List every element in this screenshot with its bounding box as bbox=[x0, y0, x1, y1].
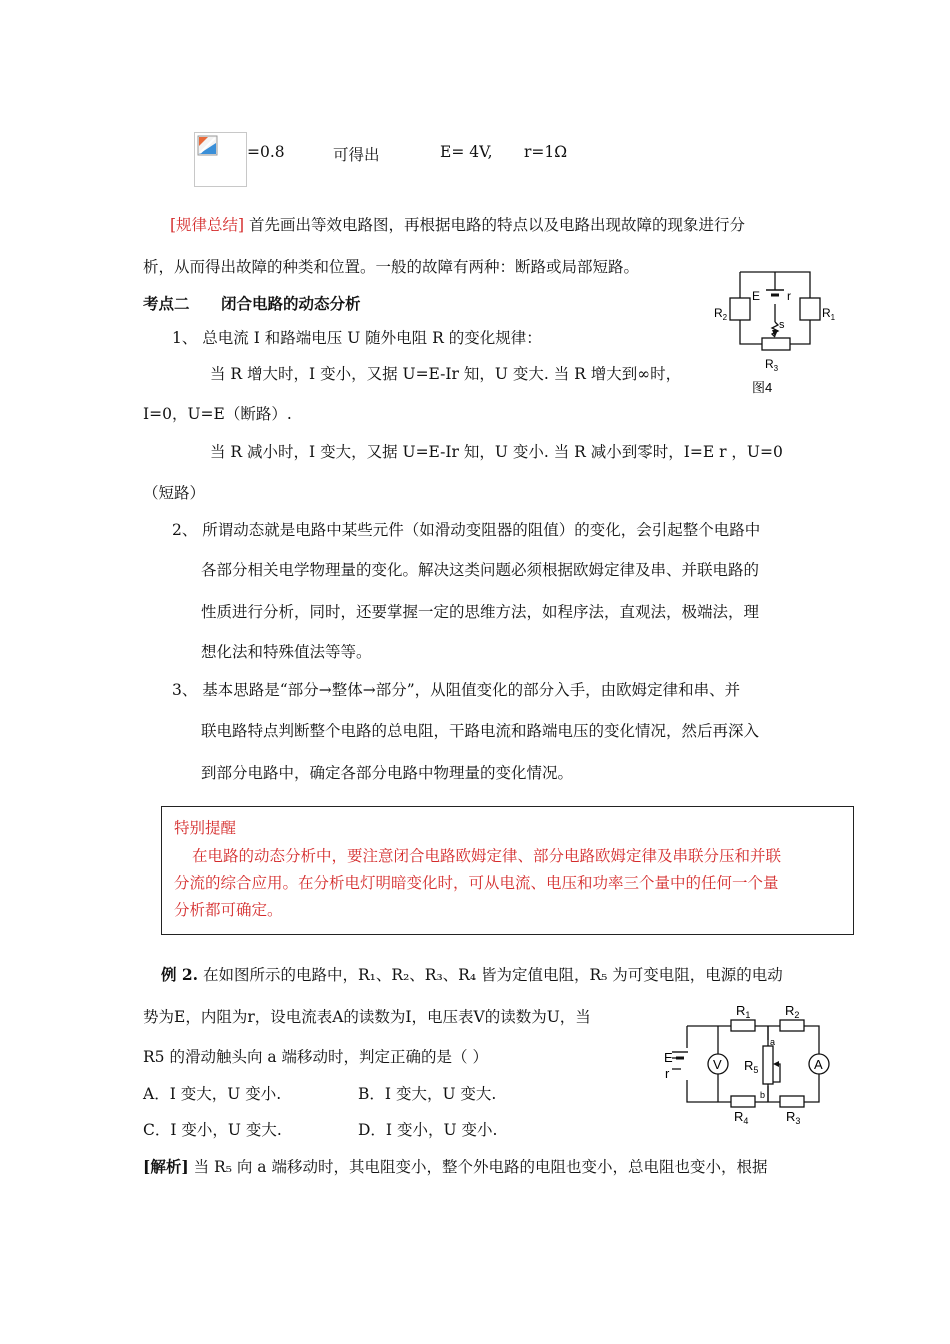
fig4-caption: 图4 bbox=[752, 380, 773, 395]
resistor-r2 bbox=[730, 298, 750, 320]
derive-text: 可得出 bbox=[333, 146, 380, 164]
item2-line: 2、 所谓动态就是电路中某些元件（如滑动变阻器的阻值）的变化，会引起整个电路中 bbox=[172, 521, 761, 539]
item2-line: 性质进行分析，同时，还要掌握一定的思维方法，如程序法，直观法，极端法，理 bbox=[201, 603, 760, 621]
broken-image-icon bbox=[197, 135, 219, 157]
item1-decrease-line1: 当 R 减小时，I 变大，又据 U=E-Ir 知，U 变小. 当 R 减小到零时，I=E r ，U=0 bbox=[210, 443, 783, 461]
example-2-line3: R5 的滑动触头向 a 端移动时，判定正确的是（ ） bbox=[143, 1048, 488, 1066]
fig4-r3-label: $R_3$ bbox=[765, 357, 779, 373]
reminder-line: 分析都可确定。 bbox=[174, 901, 283, 919]
fig5-b-label: b bbox=[760, 1090, 766, 1100]
option-d: D．I 变小，U 变小. bbox=[358, 1121, 498, 1139]
resistor-r1 bbox=[800, 298, 820, 320]
fig5-r3-label: $R_3$ bbox=[786, 1109, 801, 1126]
fig5-r1-label: $R_1$ bbox=[736, 1003, 751, 1020]
summary-paragraph bbox=[170, 213, 745, 235]
fig4-s-label: s bbox=[779, 319, 785, 331]
item3-line: 到部分电路中，确定各部分电路中物理量的变化情况。 bbox=[201, 764, 574, 782]
example-2-line2: 势为E，内阻为r，设电流表A的读数为I，电压表V的读数为U，当 bbox=[143, 1008, 591, 1026]
section-title: 闭合电路的动态分析 bbox=[221, 294, 361, 313]
option-b: B．I 变大，U 变大. bbox=[358, 1085, 497, 1103]
ratio-value: =0.8 bbox=[247, 143, 285, 161]
section-label: 考点二 bbox=[143, 294, 190, 313]
summary-tag: [规律总结] bbox=[170, 216, 245, 234]
fig4-r2-label: $R_2$ bbox=[714, 306, 728, 322]
resistance-value: r=1Ω bbox=[524, 143, 568, 161]
example-2-circuit bbox=[658, 998, 838, 1130]
resistor-r3 bbox=[762, 338, 790, 350]
fig4-r-label: r bbox=[787, 289, 791, 303]
fig5-r5-label: $R_5$ bbox=[744, 1058, 759, 1075]
item2-line: 想化法和特殊值法等等。 bbox=[201, 643, 372, 661]
item1-decrease-line2: （短路） bbox=[143, 484, 206, 502]
voltmeter-label: V bbox=[713, 1057, 722, 1072]
analysis-tag: [解析] bbox=[143, 1157, 189, 1176]
item1-heading: 1、 总电流 I 和路端电压 U 随外电阻 R 的变化规律： bbox=[172, 329, 542, 347]
figure-4-circuit bbox=[710, 262, 850, 400]
option-a: A．I 变大，U 变小. bbox=[143, 1085, 282, 1103]
reminder-line: 分流的综合应用。在分析电灯明暗变化时，可从电流、电压和功率三个量中的任何一个量 bbox=[174, 874, 779, 892]
summary-line2: 析，从而得出故障的种类和位置。一般的故障有两种：断路或局部短路。 bbox=[143, 258, 640, 276]
fig4-r1-label: $R_1$ bbox=[822, 306, 836, 322]
broken-image-placeholder bbox=[194, 132, 247, 187]
item2-line: 各部分相关电学物理量的变化。解决这类问题必须根据欧姆定律及串、并联电路的 bbox=[201, 561, 760, 579]
analysis-line: [解析] 当 R₅ 向 a 端移动时，其电阻变小，整个外电路的电阻也变小，总电阻也变小，根据 bbox=[143, 1157, 768, 1176]
reminder-line: 在电路的动态分析中，要注意闭合电路欧姆定律、部分电路欧姆定律及串联分压和并联 bbox=[192, 847, 782, 865]
item3-line: 3、 基本思路是“部分→整体→部分”，从阻值变化的部分入手，由欧姆定律和串、并 bbox=[172, 681, 741, 699]
fig5-r-label: r bbox=[665, 1066, 670, 1081]
resistor-r1 bbox=[731, 1020, 755, 1031]
resistor-r2 bbox=[780, 1020, 804, 1031]
reminder-title: 特别提醒 bbox=[174, 819, 237, 837]
fig5-r4-label: $R_4$ bbox=[734, 1109, 749, 1126]
rheostat-slider bbox=[773, 1061, 779, 1067]
item1-increase-line2: I=0，U=E（断路）. bbox=[143, 405, 292, 423]
fig4-e-label: E bbox=[752, 289, 761, 303]
example-2-line1: 例 2. 在如图所示的电路中，R₁、R₂、R₃、R₄ 皆为定值电阻，R₅ 为可变电阻，电源的电动 bbox=[161, 965, 783, 984]
fig5-r2-label: $R_2$ bbox=[785, 1003, 800, 1020]
fig5-a-label: a bbox=[770, 1037, 776, 1047]
fig5-e-label: E bbox=[664, 1050, 673, 1065]
option-c: C．I 变小，U 变大. bbox=[143, 1121, 282, 1139]
special-reminder-box bbox=[161, 806, 854, 935]
resistor-r4 bbox=[731, 1096, 755, 1107]
item3-line: 联电路特点判断整个电路的总电阻，干路电流和路端电压的变化情况，然后再深入 bbox=[201, 722, 760, 740]
ammeter-label: A bbox=[814, 1057, 823, 1072]
rheostat-r5 bbox=[763, 1046, 773, 1084]
summary-line1: 首先画出等效电路图，再根据电路的特点以及电路出现故障的现象进行分 bbox=[249, 216, 746, 234]
item1-increase-line1: 当 R 增大时，I 变小，又据 U=E-Ir 知，U 变大. 当 R 增大到∞时， bbox=[210, 365, 682, 383]
example-label: 例 2. bbox=[161, 965, 199, 984]
emf-value: E= 4V, bbox=[440, 143, 493, 161]
resistor-r3 bbox=[780, 1096, 804, 1107]
